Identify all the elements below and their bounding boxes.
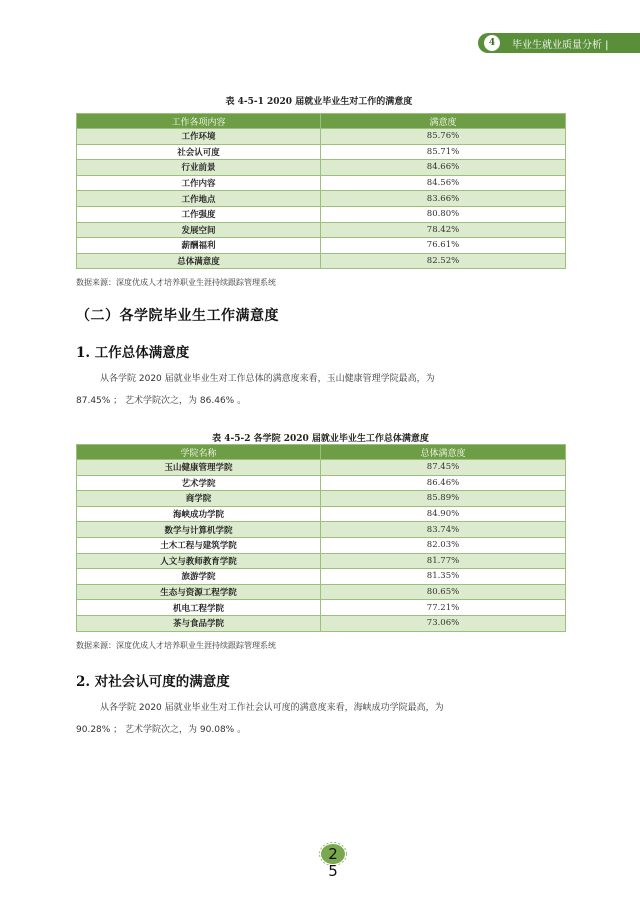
row-value: 85.76% (321, 129, 566, 145)
row-label: 工作地点 (77, 191, 321, 207)
table1-satisfaction-by-aspect (76, 113, 566, 269)
table2-header-value: 总体满意度 (321, 445, 566, 460)
table2-header-item: 学院名称 (77, 445, 321, 460)
paragraph-line: 从各学院 2020 届就业毕业生对工作社会认可度的满意度来看，海峡成功学院最高，为 (100, 703, 444, 713)
chapter-number-badge: 4 (484, 35, 500, 51)
subsection2-heading: 2. 对社会认可度的满意度 (76, 674, 230, 690)
table-row (77, 160, 566, 176)
table-row (77, 222, 566, 238)
chapter-title: 毕业生就业质量分析 | (512, 39, 609, 51)
row-label: 人文与教师教育学院 (77, 553, 321, 569)
row-value: 81.77% (321, 553, 566, 569)
row-label: 机电工程学院 (77, 600, 321, 616)
table-row (77, 537, 566, 553)
table-row (77, 460, 566, 476)
paragraph-line: 从各学院 2020 届就业毕业生对工作总体的满意度来看，玉山健康管理学院最高，为 (100, 374, 435, 384)
row-value: 80.65% (321, 584, 566, 600)
row-value: 80.80% (321, 206, 566, 222)
table1-caption: 表 4-5-1 2020 届就业毕业生对工作的满意度 (225, 97, 413, 107)
row-label: 薪酬福利 (77, 238, 321, 254)
table-row (77, 144, 566, 160)
row-label: 茶与食品学院 (77, 615, 321, 631)
row-label: 工作强度 (77, 206, 321, 222)
paragraph-line: 87.45% ； 艺术学院次之，为 86.46% 。 (76, 396, 247, 406)
table-row (77, 491, 566, 507)
row-value: 82.03% (321, 537, 566, 553)
row-value: 83.74% (321, 522, 566, 538)
table1-header-item: 工作各项内容 (77, 114, 321, 129)
row-label: 工作内容 (77, 175, 321, 191)
table2-source-note: 数据来源：深度优成人才培养职业生涯持续跟踪管理系统 (76, 641, 276, 650)
row-label: 艺术学院 (77, 475, 321, 491)
chapter-header-tab (478, 33, 640, 53)
row-value: 85.89% (321, 491, 566, 507)
table-row (77, 129, 566, 145)
page-number-digit: 5 (328, 862, 338, 880)
table-row (77, 175, 566, 191)
subsection1-heading: 1. 工作总体满意度 (76, 345, 190, 361)
row-value: 85.71% (321, 144, 566, 160)
row-value: 77.21% (321, 600, 566, 616)
table-row (77, 206, 566, 222)
row-value: 86.46% (321, 475, 566, 491)
row-label: 总体满意度 (77, 253, 321, 269)
paragraph-line: 90.28% ； 艺术学院次之，为 90.08% 。 (76, 725, 247, 735)
table-row (77, 522, 566, 538)
row-value: 87.45% (321, 460, 566, 476)
table-row (77, 553, 566, 569)
page-number (318, 846, 348, 880)
row-value: 84.90% (321, 506, 566, 522)
table-row (77, 600, 566, 616)
row-label: 商学院 (77, 491, 321, 507)
row-value: 78.42% (321, 222, 566, 238)
row-label: 土木工程与建筑学院 (77, 537, 321, 553)
table-row (77, 475, 566, 491)
subsection1-paragraph (76, 368, 566, 412)
table-row (77, 584, 566, 600)
row-label: 行业前景 (77, 160, 321, 176)
row-value: 82.52% (321, 253, 566, 269)
row-label: 旅游学院 (77, 569, 321, 585)
table-row (77, 238, 566, 254)
row-label: 工作环境 (77, 129, 321, 145)
row-value: 84.56% (321, 175, 566, 191)
table2-caption: 表 4-5-2 各学院 2020 届就业毕业生工作总体满意度 (212, 434, 429, 444)
row-label: 海峡成功学院 (77, 506, 321, 522)
row-label: 发展空间 (77, 222, 321, 238)
row-label: 社会认可度 (77, 144, 321, 160)
row-label: 生态与资源工程学院 (77, 584, 321, 600)
row-value: 84.66% (321, 160, 566, 176)
table-row (77, 506, 566, 522)
row-label: 数学与计算机学院 (77, 522, 321, 538)
table-row (77, 615, 566, 631)
table-row (77, 253, 566, 269)
table1-source-note: 数据来源：深度优成人才培养职业生涯持续跟踪管理系统 (76, 278, 276, 287)
page-number-digit: 2 (328, 845, 338, 863)
table1-header-value: 满意度 (321, 114, 566, 129)
subsection2-paragraph (76, 697, 566, 741)
table2-college-satisfaction (76, 444, 566, 632)
row-value: 73.06% (321, 615, 566, 631)
row-value: 81.35% (321, 569, 566, 585)
table-row (77, 569, 566, 585)
row-value: 76.61% (321, 238, 566, 254)
row-value: 83.66% (321, 191, 566, 207)
table-row (77, 191, 566, 207)
row-label: 玉山健康管理学院 (77, 460, 321, 476)
section-heading: （二）各学院毕业生工作满意度 (76, 308, 279, 324)
